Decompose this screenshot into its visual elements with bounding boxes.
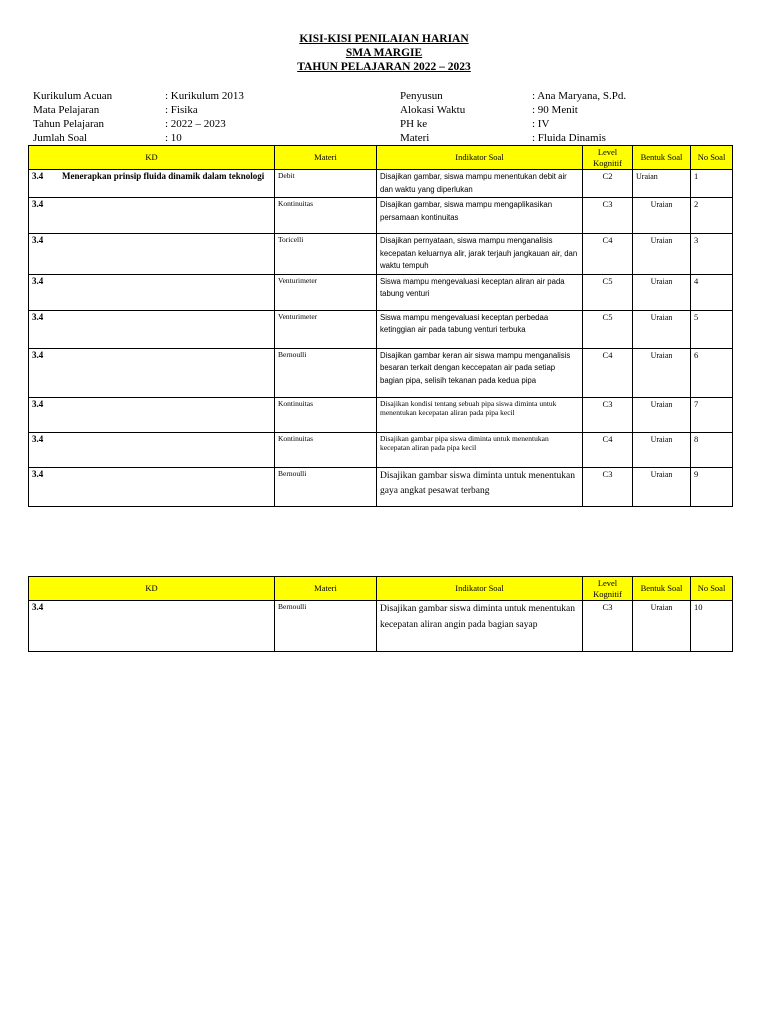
table-row xyxy=(29,170,733,198)
info-value: : Fluida Dinamis xyxy=(532,132,606,144)
level-cell: C4 xyxy=(583,348,633,397)
level-cell: C2 xyxy=(583,170,633,198)
bentuk-cell: Uraian xyxy=(633,348,691,397)
table-row xyxy=(29,234,733,275)
kd-number: 3.4 xyxy=(32,171,44,181)
materi-cell: Kontinuitas xyxy=(275,432,377,467)
header-indikator: Indikator Soal xyxy=(377,577,583,601)
info-label: Materi xyxy=(400,132,430,144)
no-cell: 9 xyxy=(691,467,733,506)
materi-cell: Venturimeter xyxy=(275,274,377,310)
indikator-cell: Disajikan gambar, siswa mampu menentukan debit air dan waktu yang diperlukan xyxy=(377,170,583,198)
info-label: Penyusun xyxy=(400,90,443,102)
header-materi: Materi xyxy=(275,146,377,170)
indikator-cell: Disajikan gambar siswa diminta untuk menentukan gaya angkat pesawat terbang xyxy=(377,467,583,506)
header-bentuk: Bentuk Soal xyxy=(633,146,691,170)
level-cell: C5 xyxy=(583,310,633,348)
info-label: Mata Pelajaran xyxy=(33,104,100,116)
kisi-kisi-table xyxy=(28,145,733,507)
bentuk-cell: Uraian xyxy=(633,467,691,506)
kd-cell: 3.4 xyxy=(29,432,275,467)
materi-cell: Kontinuitas xyxy=(275,198,377,234)
info-label: PH ke xyxy=(400,118,428,130)
info-label: Tahun Pelajaran xyxy=(33,118,105,130)
no-cell: 8 xyxy=(691,432,733,467)
school-name: SMA MARGIE xyxy=(345,47,423,59)
indikator-cell: Disajikan gambar, siswa mampu mengaplikasikan persamaan kontinuitas xyxy=(377,198,583,234)
bentuk-cell: Uraian xyxy=(633,198,691,234)
level-cell: C3 xyxy=(583,397,633,432)
indikator-cell: Siswa mampu mengevaluasi keceptan aliran air pada tabung venturi xyxy=(377,274,583,310)
no-cell: 2 xyxy=(691,198,733,234)
header-indikator: Indikator Soal xyxy=(377,146,583,170)
bentuk-cell: Uraian xyxy=(633,170,691,198)
indikator-cell: Disajikan gambar siswa diminta untuk menentukan kecepatan aliran angin pada bagian sayap xyxy=(377,601,583,652)
bentuk-cell: Uraian xyxy=(633,397,691,432)
info-value: : 2022 – 2023 xyxy=(165,118,226,130)
materi-cell: Bernoulli xyxy=(275,467,377,506)
kd-cell xyxy=(29,170,275,198)
materi-cell: Debit xyxy=(275,170,377,198)
level-cell: C4 xyxy=(583,432,633,467)
no-cell: 3 xyxy=(691,234,733,275)
table-row xyxy=(29,397,733,432)
kd-cell: 3.4 xyxy=(29,348,275,397)
info-label: Jumlah Soal xyxy=(33,132,88,144)
no-cell: 10 xyxy=(691,601,733,652)
kd-cell: 3.4 xyxy=(29,467,275,506)
no-cell: 6 xyxy=(691,348,733,397)
bentuk-cell: Uraian xyxy=(633,310,691,348)
info-value: : 90 Menit xyxy=(532,104,578,116)
materi-cell: Kontinuitas xyxy=(275,397,377,432)
info-value: : Fisika xyxy=(165,104,198,116)
indikator-cell: Disajikan gambar pipa siswa diminta untuk menentukan kecepatan aliran pada pipa kecil xyxy=(377,432,583,467)
bentuk-cell: Uraian xyxy=(633,234,691,275)
header-materi: Materi xyxy=(275,577,377,601)
table-row xyxy=(29,274,733,310)
kisi-kisi-table-2 xyxy=(28,576,733,652)
materi-cell: Bernoulli xyxy=(275,348,377,397)
materi-cell: Venturimeter xyxy=(275,310,377,348)
level-cell: C5 xyxy=(583,274,633,310)
header-level: Level Kognitif xyxy=(583,577,633,601)
bentuk-cell: Uraian xyxy=(633,432,691,467)
info-label: Alokasi Waktu xyxy=(400,104,466,116)
kd-description: Menerapkan prinsip fluida dinamik dalam teknologi xyxy=(62,171,265,181)
table-header-row xyxy=(29,577,733,601)
kd-cell: 3.4 xyxy=(29,397,275,432)
no-cell: 1 xyxy=(691,170,733,198)
academic-year: TAHUN PELAJARAN 2022 – 2023 xyxy=(297,61,471,73)
table-row xyxy=(29,310,733,348)
header-kd: KD xyxy=(29,577,275,601)
level-cell: C3 xyxy=(583,601,633,652)
info-label: Kurikulum Acuan xyxy=(33,90,113,102)
header-level: Level Kognitif xyxy=(583,146,633,170)
table-row xyxy=(29,198,733,234)
info-value: : 10 xyxy=(165,132,182,144)
indikator-cell: Disajikan gambar keran air siswa mampu menganalisis besaran terkait dengan keccepatan air pada setiap bagian pipa, selisih tekanan pada kedua pipa xyxy=(377,348,583,397)
header-no: No Soal xyxy=(691,146,733,170)
header-no: No Soal xyxy=(691,577,733,601)
table-row xyxy=(29,348,733,397)
materi-cell: Toricelli xyxy=(275,234,377,275)
table-row xyxy=(29,467,733,506)
level-cell: C3 xyxy=(583,467,633,506)
kd-cell: 3.4 xyxy=(29,310,275,348)
no-cell: 7 xyxy=(691,397,733,432)
kd-cell: 3.4 xyxy=(29,601,275,652)
indikator-cell: Disajikan kondisi tentang sebuah pipa siswa diminta untuk menentukan kecepatan aliran pada pipa kecil xyxy=(377,397,583,432)
table-row xyxy=(29,601,733,652)
header-bentuk: Bentuk Soal xyxy=(633,577,691,601)
info-value: : Kurikulum 2013 xyxy=(165,90,244,102)
bentuk-cell: Uraian xyxy=(633,274,691,310)
no-cell: 4 xyxy=(691,274,733,310)
level-cell: C4 xyxy=(583,234,633,275)
info-value: : Ana Maryana, S.Pd. xyxy=(532,90,627,102)
bentuk-cell: Uraian xyxy=(633,601,691,652)
kd-cell: 3.4 xyxy=(29,234,275,275)
indikator-cell: Disajikan pernyataan, siswa mampu menganalisis kecepatan keluarnya alir, jarak terjauh jangkauan air, dan waktu tempuh xyxy=(377,234,583,275)
level-cell: C3 xyxy=(583,198,633,234)
indikator-cell: Siswa mampu mengevaluasi keceptan perbedaa ketinggian air pada tabung venturi terbuka xyxy=(377,310,583,348)
no-cell: 5 xyxy=(691,310,733,348)
table-row xyxy=(29,432,733,467)
table-header-row xyxy=(29,146,733,170)
document-title: KISI-KISI PENILAIAN HARIAN xyxy=(299,33,469,45)
info-value: : IV xyxy=(532,118,550,130)
kd-cell: 3.4 xyxy=(29,198,275,234)
header-kd: KD xyxy=(29,146,275,170)
kd-cell: 3.4 xyxy=(29,274,275,310)
materi-cell: Bernoulli xyxy=(275,601,377,652)
